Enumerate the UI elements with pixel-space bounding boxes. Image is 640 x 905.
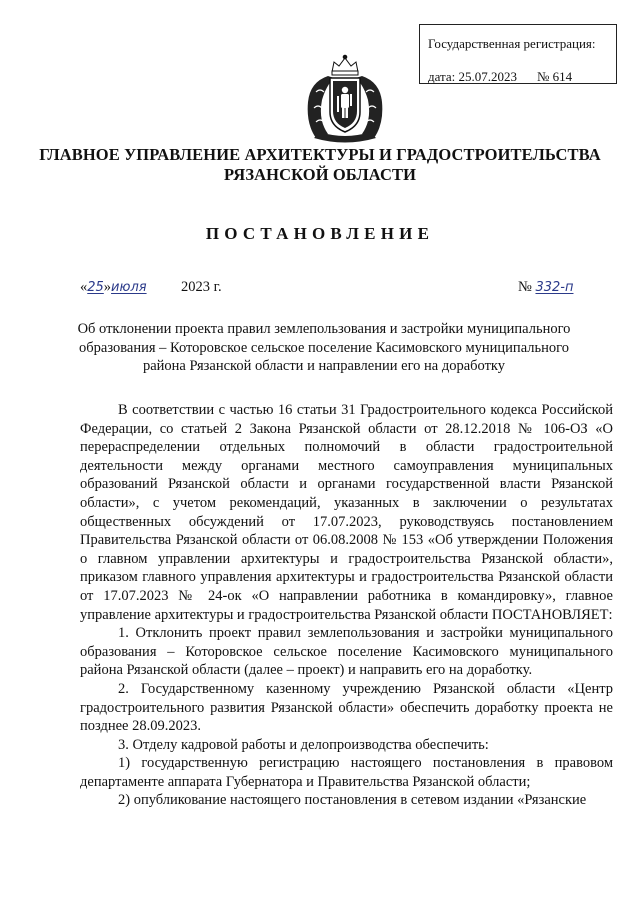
registration-date: дата: 25.07.2023 (428, 69, 518, 84)
date-year: 2023 г. (181, 279, 222, 295)
document-date (80, 279, 222, 296)
document-subject: Об отклонении проекта правил землепользования и застройки муниципального образования – Которовское сельское поселение Касимовского муниципального района Рязанской области и направлении его на доработку (77, 321, 571, 374)
date-day-handwritten: 25 (87, 280, 104, 295)
clause-1-paragraph: 1. Отклонить проект правил землепользования и застройки муниципального образования – Которовское сельское поселение Касимовского муниципального района Рязанской области (далее – проект) и направить его на доработку. (80, 625, 613, 679)
document-type: ПОСТАНОВЛЕНИЕ (205, 224, 435, 243)
clause-3-paragraph: 3. Отделу кадровой работы и делопроизводства обеспечить: (118, 736, 489, 753)
date-close-quote: » (103, 279, 112, 295)
registration-title: Государственная регистрация: (428, 36, 596, 51)
clause-3-2-paragraph: 2) опубликование настоящего постановления в сетевом издании «Рязанские (118, 792, 587, 809)
document-number (518, 279, 573, 296)
registration-details (428, 68, 616, 85)
document-body (80, 401, 613, 810)
number-handwritten: 332-п (535, 280, 574, 295)
registration-number: № 614 (537, 69, 573, 84)
preamble-paragraph: В соответствии с частью 16 статьи 31 Градостроительного кодекса Российской Федерации, со статьей 2 Закона Рязанской области от 28.12.2018 № 106-ОЗ «О перераспределении отдельных полномочий в области градостроительной деятельности между органами местного самоуправления муниципальных образований Рязанской области и органами государственной власти Рязанской области», с учетом рекомендаций, указанных в заключении о результатах общественных обсуждений от 17.07.2023, руководствуясь постановлением Правительства Рязанской области от 06.08.2008 № 153 «Об утверждении Положения о главном управлении архитектуры и градостроительства Рязанской области», приказом главного управления архитектуры и градостроительства Рязанской области от 17.07.2023 № 24-ок «О направлении работника в командировку», главное управление архитектуры и градостроительства Рязанской области ПОСТАНОВЛЯЕТ: (80, 402, 613, 623)
registration-stamp (419, 24, 617, 84)
clause-2-paragraph: 2. Государственному казенному учреждению Рязанской области «Центр градостроительного развития Рязанской области» обеспечить доработку проекта не позднее 28.09.2023. (80, 680, 613, 735)
date-month-handwritten: июля (111, 280, 147, 295)
organization-name-line1: ГЛАВНОЕ УПРАВЛЕНИЕ АРХИТЕКТУРЫ И ГРАДОСТРОИТЕЛЬСТВА (39, 145, 601, 164)
number-prefix: № (518, 279, 532, 295)
clause-3-1-paragraph: 1) государственную регистрацию настоящего постановления в правовом департаменте аппарата Губернатора и Правительства Рязанской области; (80, 755, 613, 790)
ryazan-coat-of-arms-icon (304, 52, 386, 144)
organization-name (0, 145, 640, 185)
date-open-quote: « (80, 279, 88, 295)
organization-name-line2: РЯЗАНСКОЙ ОБЛАСТИ (223, 165, 417, 184)
